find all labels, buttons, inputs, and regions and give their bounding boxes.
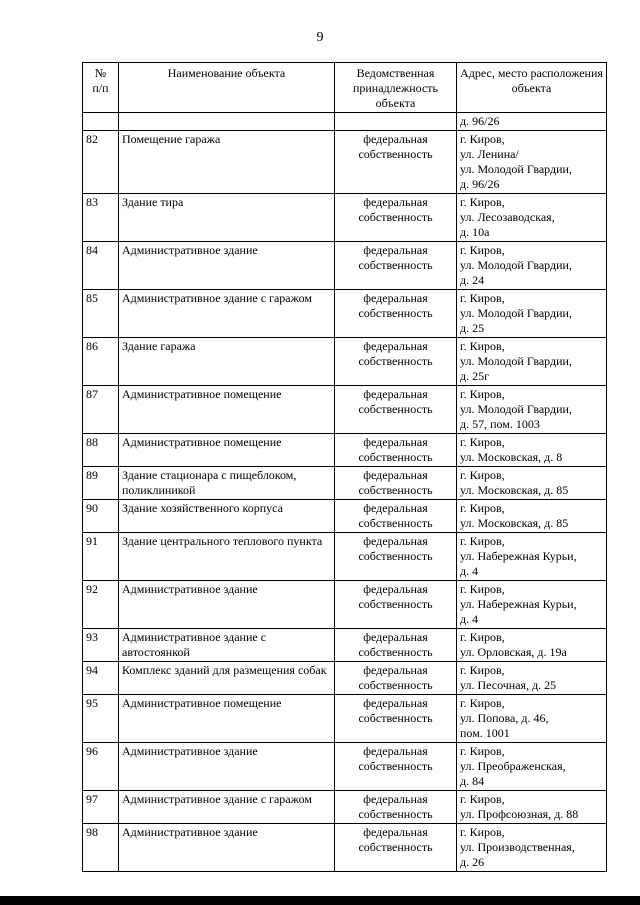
row-number: 92 — [83, 581, 119, 629]
table-row — [83, 662, 607, 695]
address-line: г. Киров, — [460, 792, 505, 806]
address-line: ул. Молодой Гвардии, — [460, 354, 572, 368]
object-name: Административное здание с гаражом — [119, 791, 335, 824]
department-affiliation: федеральная собственность — [335, 581, 457, 629]
address-line: д. 4 — [460, 612, 479, 626]
address-line: ул. Московская, д. 8 — [460, 450, 563, 464]
object-name: Комплекс зданий для размещения собак — [119, 662, 335, 695]
object-name: Здание стационара с пищеблоком, поликлиникой — [119, 467, 335, 500]
department-affiliation: федеральная собственность — [335, 338, 457, 386]
object-address — [457, 194, 607, 242]
address-line: ул. Московская, д. 85 — [460, 483, 569, 497]
row-number: 83 — [83, 194, 119, 242]
object-address — [457, 581, 607, 629]
address-line: г. Киров, — [460, 435, 505, 449]
department-affiliation: федеральная собственность — [335, 629, 457, 662]
object-name — [119, 113, 335, 131]
table-row — [83, 386, 607, 434]
address-line: г. Киров, — [460, 696, 505, 710]
row-number: 93 — [83, 629, 119, 662]
table-row — [83, 338, 607, 386]
object-address — [457, 743, 607, 791]
department-affiliation: федеральная собственность — [335, 131, 457, 194]
object-name: Административное здание — [119, 581, 335, 629]
table-row — [83, 629, 607, 662]
row-number: 86 — [83, 338, 119, 386]
row-number: 89 — [83, 467, 119, 500]
object-address — [457, 533, 607, 581]
table-row — [83, 824, 607, 872]
address-line: д. 84 — [460, 774, 485, 788]
address-line: г. Киров, — [460, 195, 505, 209]
object-address — [457, 662, 607, 695]
row-number: 95 — [83, 695, 119, 743]
row-number: 98 — [83, 824, 119, 872]
object-name: Здание хозяйственного корпуса — [119, 500, 335, 533]
object-address — [457, 386, 607, 434]
header-address: Адрес, место расположения объекта — [457, 63, 607, 113]
address-line: д. 57, пом. 1003 — [460, 417, 540, 431]
address-line: д. 96/26 — [460, 114, 500, 128]
object-address — [457, 500, 607, 533]
header-number: № п/п — [83, 63, 119, 113]
row-number: 91 — [83, 533, 119, 581]
address-line: д. 96/26 — [460, 177, 500, 191]
object-address — [457, 434, 607, 467]
object-name: Здание тира — [119, 194, 335, 242]
object-name: Административное помещение — [119, 386, 335, 434]
object-address — [457, 131, 607, 194]
object-name: Административное здание — [119, 743, 335, 791]
object-name: Помещение гаража — [119, 131, 335, 194]
address-line: ул. Московская, д. 85 — [460, 516, 569, 530]
department-affiliation: федеральная собственность — [335, 791, 457, 824]
address-line: ул. Молодой Гвардии, — [460, 402, 572, 416]
row-number: 87 — [83, 386, 119, 434]
object-address — [457, 338, 607, 386]
row-number: 96 — [83, 743, 119, 791]
address-line: ул. Молодой Гвардии, — [460, 162, 572, 176]
object-address — [457, 290, 607, 338]
row-number — [83, 113, 119, 131]
table-body — [83, 113, 607, 872]
object-address — [457, 242, 607, 290]
header-department: Ведомственная принадлежность объекта — [335, 63, 457, 113]
address-line: г. Киров, — [460, 534, 505, 548]
table-row — [83, 533, 607, 581]
address-line: ул. Песочная, д. 25 — [460, 678, 557, 692]
address-line: ул. Попова, д. 46, — [460, 711, 549, 725]
address-line: г. Киров, — [460, 243, 505, 257]
scan-border-bar — [0, 896, 640, 905]
department-affiliation: федеральная собственность — [335, 194, 457, 242]
object-name: Административное здание — [119, 242, 335, 290]
row-number: 94 — [83, 662, 119, 695]
address-line: г. Киров, — [460, 663, 505, 677]
address-line: г. Киров, — [460, 582, 505, 596]
object-name: Административное здание с автостоянкой — [119, 629, 335, 662]
department-affiliation: федеральная собственность — [335, 386, 457, 434]
table-row — [83, 242, 607, 290]
object-name: Здание центрального теплового пункта — [119, 533, 335, 581]
table-row — [83, 791, 607, 824]
address-line: г. Киров, — [460, 744, 505, 758]
address-line: ул. Производственная, — [460, 840, 575, 854]
address-line: д. 4 — [460, 564, 479, 578]
department-affiliation: федеральная собственность — [335, 242, 457, 290]
table-row — [83, 467, 607, 500]
object-address — [457, 113, 607, 131]
address-line: г. Киров, — [460, 387, 505, 401]
table-row — [83, 500, 607, 533]
address-line: г. Киров, — [460, 501, 505, 515]
department-affiliation — [335, 113, 457, 131]
table-row — [83, 131, 607, 194]
address-line: д. 25г — [460, 369, 490, 383]
row-number: 88 — [83, 434, 119, 467]
table-row — [83, 743, 607, 791]
department-affiliation: федеральная собственность — [335, 434, 457, 467]
row-number: 97 — [83, 791, 119, 824]
address-line: ул. Профсоюзная, д. 88 — [460, 807, 579, 821]
property-registry-table — [82, 62, 607, 872]
address-line: г. Киров, — [460, 468, 505, 482]
address-line: д. 24 — [460, 273, 485, 287]
department-affiliation: федеральная собственность — [335, 290, 457, 338]
row-number: 90 — [83, 500, 119, 533]
table-row — [83, 581, 607, 629]
object-name: Административное помещение — [119, 695, 335, 743]
table-row — [83, 113, 607, 131]
table-row — [83, 194, 607, 242]
address-line: г. Киров, — [460, 825, 505, 839]
row-number: 82 — [83, 131, 119, 194]
address-line: ул. Молодой Гвардии, — [460, 306, 572, 320]
address-line: ул. Лесозаводская, — [460, 210, 555, 224]
object-address — [457, 824, 607, 872]
table-row — [83, 434, 607, 467]
object-address — [457, 791, 607, 824]
row-number: 85 — [83, 290, 119, 338]
object-name: Административное здание — [119, 824, 335, 872]
header-object-name: Наименование объекта — [119, 63, 335, 113]
object-name: Административное помещение — [119, 434, 335, 467]
department-affiliation: федеральная собственность — [335, 824, 457, 872]
address-line: ул. Набережная Курьи, — [460, 597, 577, 611]
address-line: д. 25 — [460, 321, 485, 335]
department-affiliation: федеральная собственность — [335, 500, 457, 533]
address-line: г. Киров, — [460, 132, 505, 146]
address-line: г. Киров, — [460, 630, 505, 644]
address-line: д. 10а — [460, 225, 490, 239]
object-address — [457, 629, 607, 662]
address-line: г. Киров, — [460, 291, 505, 305]
department-affiliation: федеральная собственность — [335, 662, 457, 695]
address-line: ул. Набережная Курьи, — [460, 549, 577, 563]
department-affiliation: федеральная собственность — [335, 743, 457, 791]
table-row — [83, 290, 607, 338]
department-affiliation: федеральная собственность — [335, 533, 457, 581]
object-address — [457, 695, 607, 743]
object-name: Здание гаража — [119, 338, 335, 386]
address-line: ул. Молодой Гвардии, — [460, 258, 572, 272]
address-line: г. Киров, — [460, 339, 505, 353]
page-number: 9 — [316, 30, 324, 45]
table-row — [83, 695, 607, 743]
department-affiliation: федеральная собственность — [335, 695, 457, 743]
object-name: Административное здание с гаражом — [119, 290, 335, 338]
department-affiliation: федеральная собственность — [335, 467, 457, 500]
address-line: д. 26 — [460, 855, 485, 869]
table-header-row — [83, 63, 607, 113]
object-address — [457, 467, 607, 500]
address-line: ул. Орловская, д. 19а — [460, 645, 567, 659]
address-line: ул. Ленина/ — [460, 147, 519, 161]
address-line: пом. 1001 — [460, 726, 510, 740]
row-number: 84 — [83, 242, 119, 290]
address-line: ул. Преображенская, — [460, 759, 566, 773]
